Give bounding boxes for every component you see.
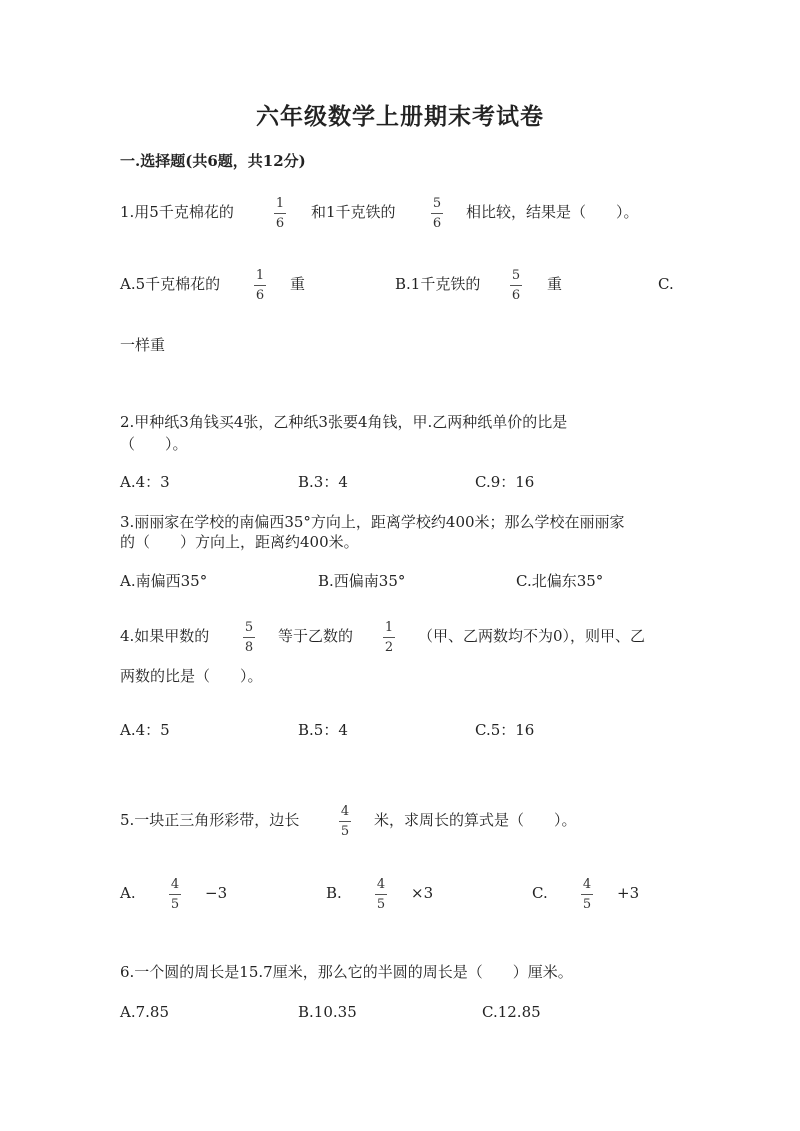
q1-option-a-text: A.5千克棉花的 — [120, 275, 221, 293]
fraction-numerator: 4 — [376, 877, 386, 892]
fraction-numerator: 5 — [511, 268, 521, 283]
fraction-numerator: 1 — [255, 268, 265, 283]
q1-option-a-fraction — [251, 268, 269, 303]
q1-option-c-text: 一样重 — [120, 336, 166, 354]
fraction-denominator: 5 — [340, 824, 350, 839]
q6-text-line1: 6.一个圆的周长是15.7厘米，那么它的半圆的周长是（ ）厘米。 — [120, 963, 573, 981]
fraction-bar — [254, 285, 266, 286]
fraction-bar — [243, 637, 255, 638]
fraction-bar — [581, 894, 593, 895]
q4-option-a: A.4：5 — [120, 721, 170, 739]
q3-option-b: B.西偏南35° — [318, 572, 406, 590]
q4-text-part3: （甲、乙两数均不为0），则甲、乙 — [418, 627, 646, 645]
section-heading: 一.选择题(共6题，共12分) — [120, 152, 306, 170]
fraction-numerator: 1 — [384, 620, 394, 635]
fraction-bar — [274, 213, 286, 214]
fraction-bar — [431, 213, 443, 214]
q5-option-a-operation: −3 — [205, 884, 228, 902]
fraction-numerator: 1 — [275, 196, 285, 211]
q1-option-b-fraction — [507, 268, 525, 303]
fraction-numerator: 4 — [582, 877, 592, 892]
fraction-bar — [383, 637, 395, 638]
q3-text-line1: 3.丽丽家在学校的南偏西35°方向上，距离学校约400米；那么学校在丽丽家 — [120, 513, 625, 531]
q5-text-part2: 米，求周长的算式是（ ）。 — [374, 811, 577, 829]
fraction-denominator: 6 — [275, 216, 285, 231]
q2-option-b: B.3：4 — [298, 473, 348, 491]
q2-text-line1: 2.甲种纸3角钱买4张，乙种纸3张要4角钱，甲.乙两种纸单价的比是 — [120, 413, 568, 431]
fraction-bar — [375, 894, 387, 895]
q2-option-a: A.4：3 — [120, 473, 170, 491]
q1-option-b-text: B.1千克铁的 — [395, 275, 481, 293]
fraction-denominator: 2 — [384, 640, 394, 655]
q4-option-c: C.5：16 — [475, 721, 535, 739]
page-title: 六年级数学上册期末考试卷 — [256, 103, 544, 130]
q5-text-part1: 5.一块正三角形彩带，边长 — [120, 811, 300, 829]
q6-option-a: A.7.85 — [120, 1003, 169, 1021]
fraction-numerator: 5 — [432, 196, 442, 211]
q5-option-b-operation: ×3 — [411, 884, 434, 902]
fraction-bar — [169, 894, 181, 895]
fraction-denominator: 5 — [582, 897, 592, 912]
q6-option-b: B.10.35 — [298, 1003, 357, 1021]
fraction-denominator: 5 — [376, 897, 386, 912]
q2-text-line2: （ ）。 — [120, 435, 188, 453]
q5-option-a-label: A. — [120, 884, 136, 902]
q1-fraction-2 — [428, 196, 446, 231]
q3-option-a: A.南偏西35° — [120, 572, 208, 590]
q5-fraction-1 — [336, 804, 354, 839]
q2-option-c: C.9：16 — [475, 473, 535, 491]
fraction-bar — [339, 821, 351, 822]
q4-text-line2: 两数的比是（ ）。 — [120, 667, 263, 685]
q1-option-c-label: C. — [658, 275, 674, 293]
fraction-denominator: 6 — [511, 288, 521, 303]
q1-text-part1: 1.用5千克棉花的 — [120, 203, 234, 221]
fraction-denominator: 8 — [244, 640, 254, 655]
q5-option-c-operation: +3 — [617, 884, 640, 902]
q5-option-a-fraction — [166, 877, 184, 912]
q4-option-b: B.5：4 — [298, 721, 348, 739]
q5-option-b-fraction — [372, 877, 390, 912]
q6-option-c: C.12.85 — [482, 1003, 541, 1021]
fraction-numerator: 4 — [340, 804, 350, 819]
q1-text-part2: 和1千克铁的 — [311, 203, 396, 221]
fraction-denominator: 6 — [432, 216, 442, 231]
q1-option-a-suffix: 重 — [290, 275, 306, 293]
fraction-denominator: 6 — [255, 288, 265, 303]
fraction-bar — [510, 285, 522, 286]
q3-option-c: C.北偏东35° — [516, 572, 604, 590]
fraction-numerator: 5 — [244, 620, 254, 635]
q1-fraction-1 — [271, 196, 289, 231]
q3-text-line2: 的（ ）方向上，距离约400米。 — [120, 533, 359, 551]
q4-fraction-1 — [240, 620, 258, 655]
q5-option-c-fraction — [578, 877, 596, 912]
q1-text-part3: 相比较，结果是（ ）。 — [466, 203, 639, 221]
fraction-numerator: 4 — [170, 877, 180, 892]
fraction-denominator: 5 — [170, 897, 180, 912]
q1-option-b-suffix: 重 — [547, 275, 563, 293]
q5-option-b-label: B. — [326, 884, 342, 902]
q4-text-part1: 4.如果甲数的 — [120, 627, 210, 645]
q4-text-part2: 等于乙数的 — [278, 627, 354, 645]
q4-fraction-2 — [380, 620, 398, 655]
q5-option-c-label: C. — [532, 884, 548, 902]
